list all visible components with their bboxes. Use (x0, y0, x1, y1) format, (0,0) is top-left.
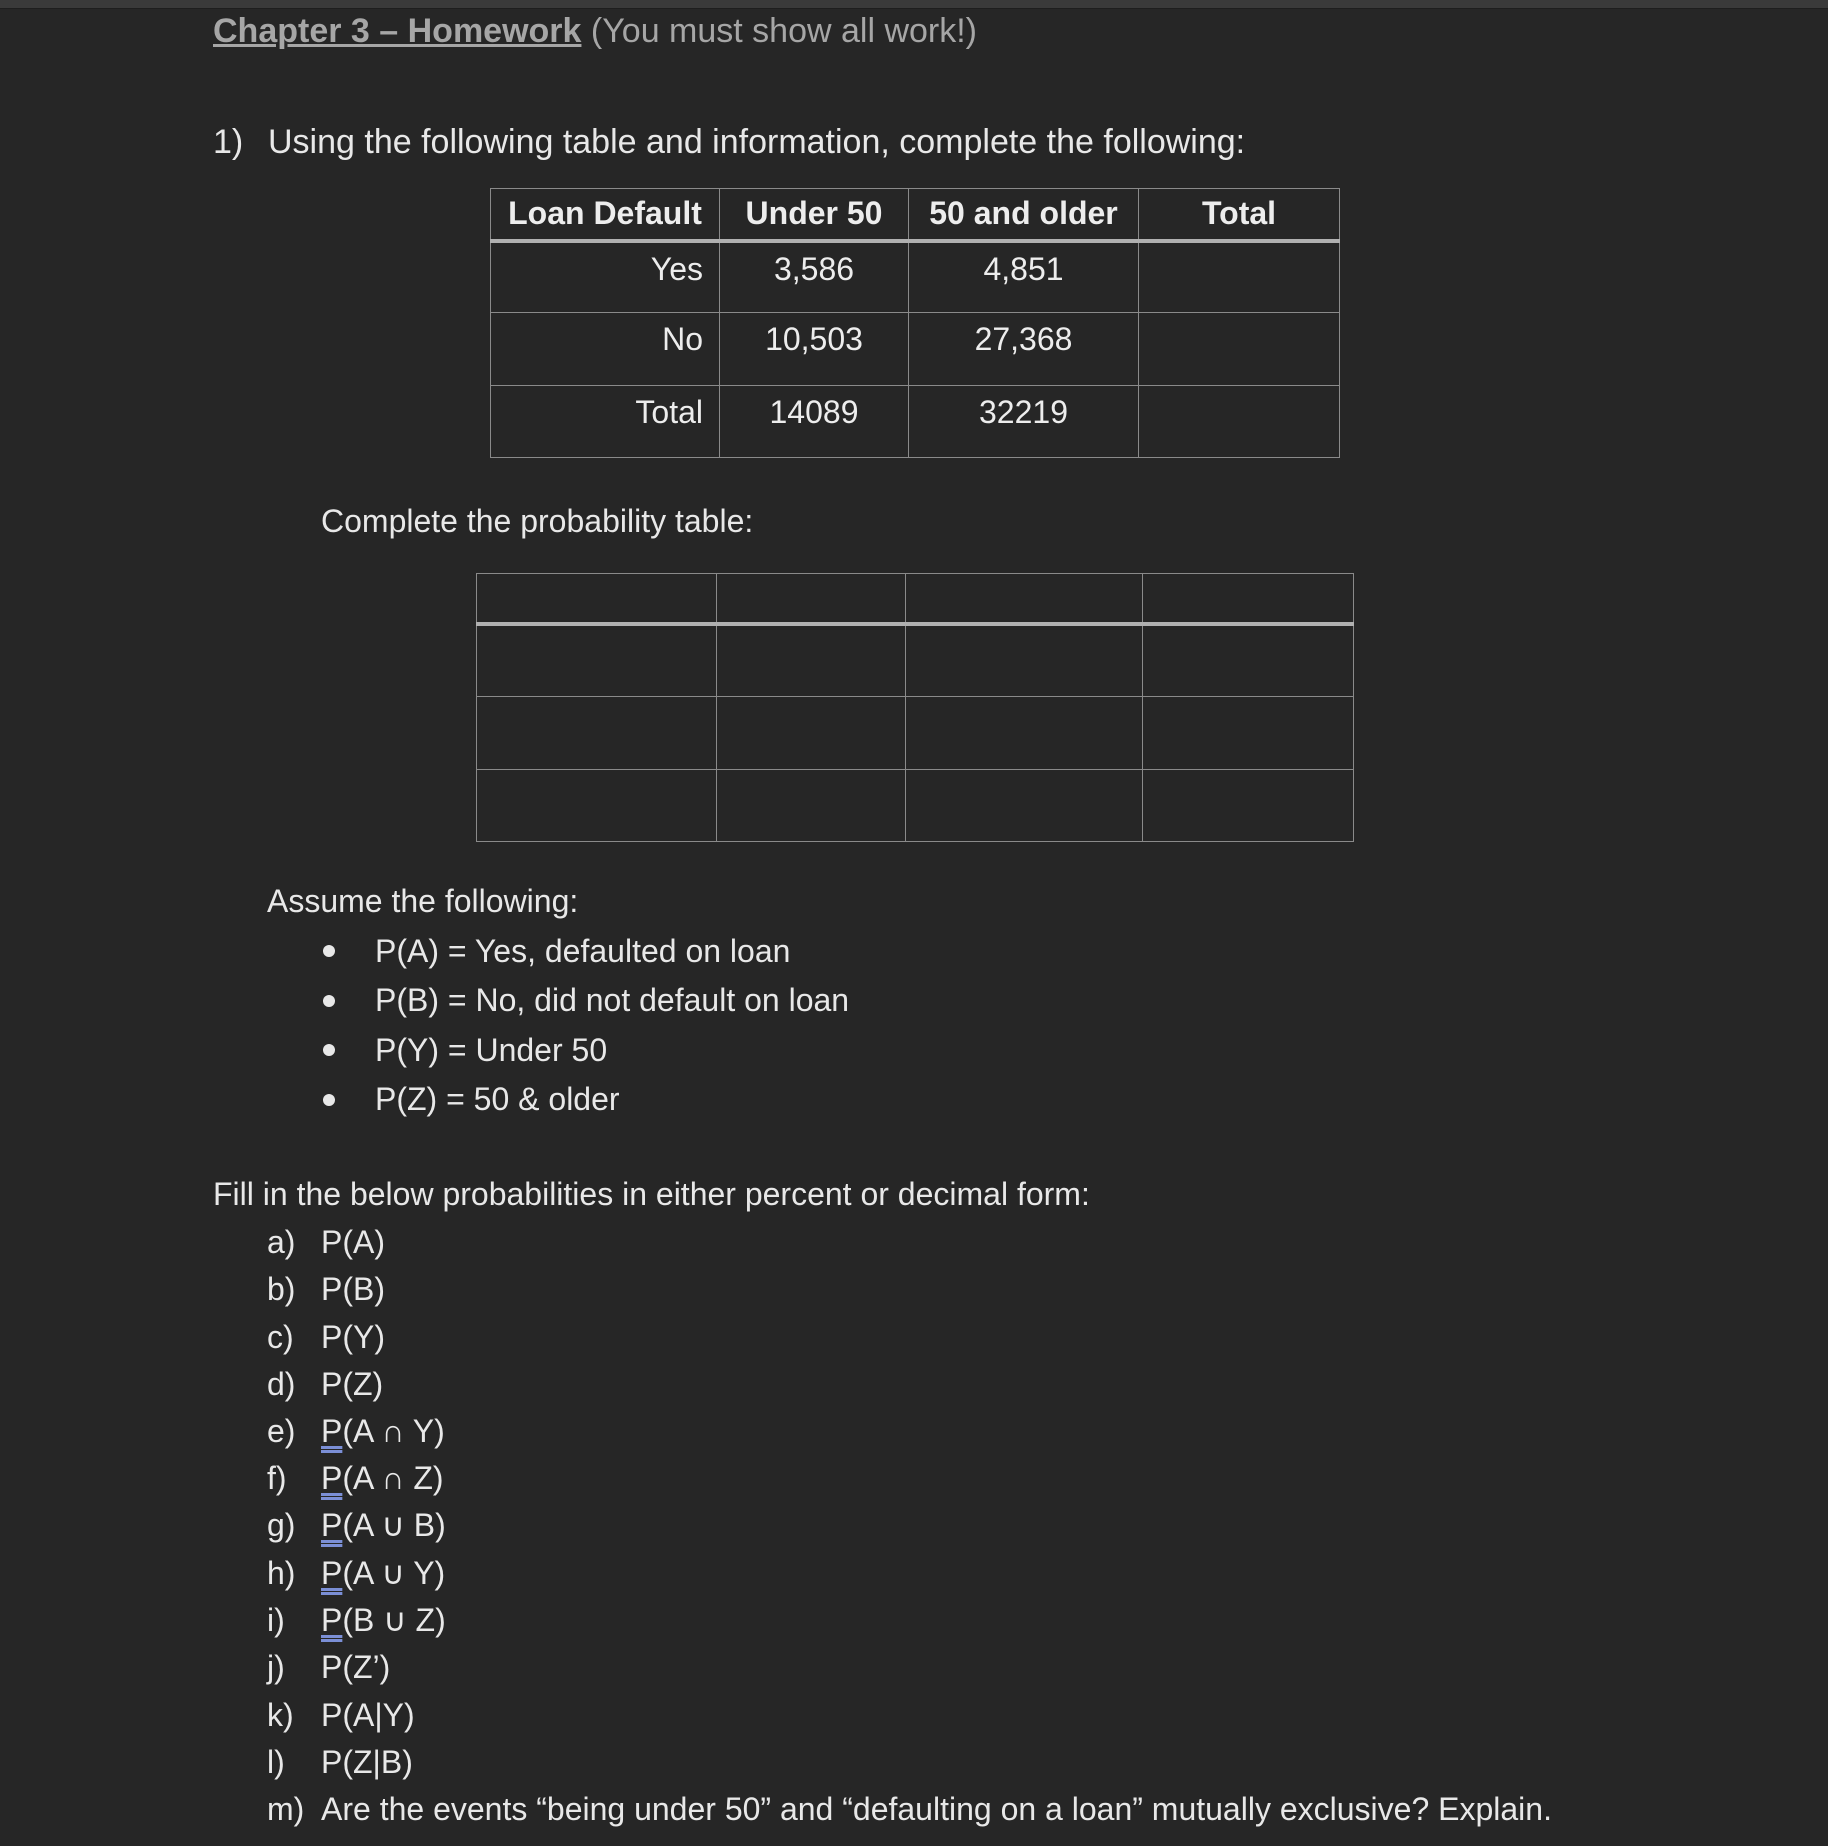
item-letter: h) (267, 1555, 296, 1591)
homework-title (213, 11, 977, 51)
item-text: P(A|Y) (321, 1697, 415, 1733)
empty-cell[interactable] (906, 770, 1143, 842)
empty-header-cell[interactable] (477, 574, 717, 624)
empty-cell[interactable] (1143, 697, 1354, 770)
item-letter: e) (267, 1413, 296, 1449)
empty-cell[interactable] (717, 697, 906, 770)
title-main: Chapter 3 – Homework (213, 12, 582, 50)
empty-cell[interactable] (1143, 770, 1354, 842)
cell-under-50: 10,503 (720, 313, 909, 386)
item-expression: (A ∩ Y) (342, 1413, 445, 1449)
cell-50-and-older: 32219 (909, 386, 1139, 458)
assumption-item: P(Z) = 50 & older (375, 1081, 620, 1117)
item-text (321, 1506, 446, 1544)
item-text: P(Z|B) (321, 1744, 413, 1780)
item-prefix: P (321, 1555, 343, 1591)
table-row-total (491, 386, 1340, 458)
empty-cell[interactable] (1143, 624, 1354, 697)
table-row (477, 697, 1354, 770)
assumptions-intro: Assume the following: (267, 883, 579, 919)
header-total: Total (1139, 189, 1340, 241)
item-letter: f) (267, 1460, 287, 1496)
empty-cell[interactable] (477, 624, 717, 697)
question-number: 1) (213, 123, 244, 161)
empty-cell[interactable] (717, 770, 906, 842)
cell-under-50: 3,586 (720, 241, 909, 313)
empty-cell[interactable] (477, 770, 717, 842)
title-subtitle: (You must show all work!) (590, 12, 978, 50)
assumption-item: P(Y) = Under 50 (375, 1032, 608, 1068)
empty-cell[interactable] (477, 697, 717, 770)
item-letter: d) (267, 1366, 296, 1402)
table-header-row (477, 574, 1354, 624)
item-letter: b) (267, 1271, 296, 1307)
item-expression: (B ∪ Z) (342, 1602, 446, 1638)
probability-table-prompt: Complete the probability table: (321, 503, 754, 539)
cell-50-and-older: 4,851 (909, 241, 1139, 313)
item-expression: (A ∩ Z) (342, 1460, 444, 1496)
item-prefix: P (321, 1507, 343, 1543)
empty-header-cell[interactable] (1143, 574, 1354, 624)
table-row-no (491, 313, 1340, 386)
item-text (321, 1554, 445, 1592)
bullet-icon (323, 995, 335, 1007)
item-letter: i) (267, 1602, 285, 1638)
item-letter: m) (267, 1791, 305, 1827)
item-text (321, 1601, 446, 1639)
item-text: P(B) (321, 1271, 385, 1307)
item-prefix: P (321, 1602, 343, 1638)
table-row-yes (491, 241, 1340, 313)
item-text (321, 1459, 444, 1497)
table-row (477, 770, 1354, 842)
question-prompt: Using the following table and information, complete the following: (268, 123, 1246, 161)
bullet-icon (323, 945, 335, 957)
assumption-item: P(A) = Yes, defaulted on loan (375, 933, 791, 969)
cell-under-50: 14089 (720, 386, 909, 458)
table-header-row (491, 189, 1340, 241)
item-letter: c) (267, 1319, 294, 1355)
item-prefix: P (321, 1460, 343, 1496)
bullet-icon (323, 1044, 335, 1056)
assumption-item: P(B) = No, did not default on loan (375, 982, 850, 1018)
item-text: P(Z’) (321, 1649, 391, 1685)
empty-cell[interactable] (717, 624, 906, 697)
fill-in-intro: Fill in the below probabilities in either percent or decimal form: (213, 1176, 1090, 1212)
row-label: Yes (491, 241, 720, 313)
empty-header-cell[interactable] (906, 574, 1143, 624)
item-text: Are the events “being under 50” and “defaulting on a loan” mutually exclusive? Explain. (321, 1791, 1552, 1827)
header-under-50: Under 50 (720, 189, 909, 241)
item-expression: (A ∪ B) (342, 1507, 446, 1543)
table-row (477, 624, 1354, 697)
item-text: P(Y) (321, 1319, 385, 1355)
item-letter: l) (267, 1744, 285, 1780)
item-text: P(Z) (321, 1366, 384, 1402)
probability-table (476, 573, 1354, 842)
cell-50-and-older: 27,368 (909, 313, 1139, 386)
item-text (321, 1412, 445, 1450)
row-label: No (491, 313, 720, 386)
item-letter: k) (267, 1697, 294, 1733)
cell-total (1139, 313, 1340, 386)
item-letter: j) (267, 1649, 285, 1685)
item-text: P(A) (321, 1224, 385, 1260)
row-label: Total (491, 386, 720, 458)
item-expression: (A ∪ Y) (342, 1555, 446, 1591)
loan-default-table (490, 188, 1340, 458)
header-50-and-older: 50 and older (909, 189, 1139, 241)
header-loan-default: Loan Default (491, 189, 720, 241)
item-prefix: P (321, 1413, 343, 1449)
empty-header-cell[interactable] (717, 574, 906, 624)
empty-cell[interactable] (906, 624, 1143, 697)
empty-cell[interactable] (906, 697, 1143, 770)
bullet-icon (323, 1094, 335, 1106)
cell-total (1139, 386, 1340, 458)
item-letter: a) (267, 1224, 296, 1260)
item-letter: g) (267, 1507, 296, 1543)
cell-total (1139, 241, 1340, 313)
